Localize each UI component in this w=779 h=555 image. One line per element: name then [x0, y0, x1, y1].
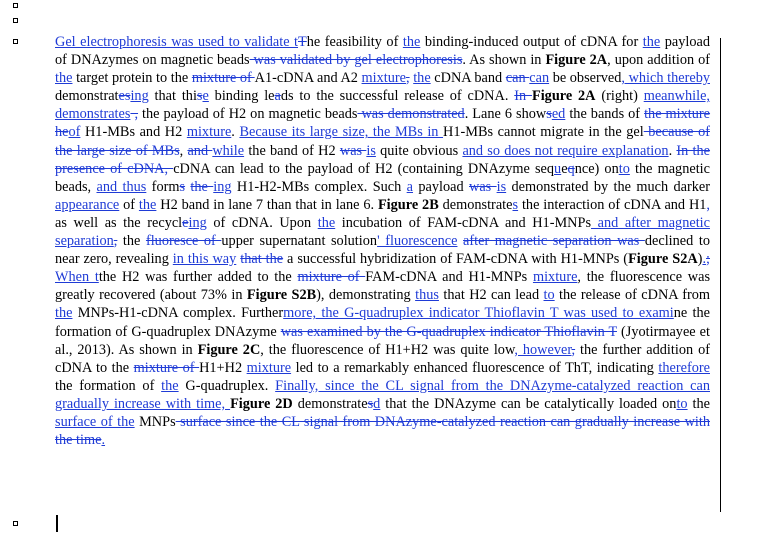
text-run: H1-H2-MBs complex. Such — [231, 178, 407, 195]
tracked-insertion: . — [101, 432, 106, 449]
tracked-deletion: surface since the CL signal from DNAzyme-catalyzed reaction can gradually increase with the time — [55, 413, 710, 449]
text-run: the interaction of cDNA and H1 — [518, 196, 707, 213]
text-run: A1-cDNA and A2 — [254, 70, 362, 87]
text-run: the formation of — [55, 377, 162, 394]
tracked-insertion: and so does not require explanation — [462, 142, 669, 159]
text-run: MNPs — [134, 413, 176, 430]
text-run: as well as the recycl — [55, 214, 183, 231]
tracked-deletion: the — [190, 178, 214, 195]
tracked-insertion: e — [202, 88, 209, 105]
tracked-insertion: the — [642, 34, 661, 50]
text-run: payload of DNAzymes on magnetic beads — [55, 34, 710, 69]
tracked-insertion: thus — [415, 287, 439, 304]
tracked-deletion: mixture of — [297, 269, 366, 286]
text-run: FAM-cDNA and H1-MNPs — [365, 269, 533, 286]
text-run: (Jyotirmayee et al., 2013). As shown in — [55, 323, 710, 358]
tracked-insertion: therefore — [658, 359, 710, 376]
tracked-insertion: can — [529, 70, 550, 87]
text-run: the — [117, 233, 146, 250]
tracked-insertion: , which thereby — [621, 70, 710, 87]
tracked-insertion: . — [702, 251, 707, 268]
tracked-insertion: Gel electrophoresis was used to validate t — [55, 34, 299, 50]
tracked-insertion: and after magnetic separation — [55, 214, 710, 250]
tracked-insertion: Because its large size, the MBs in — [239, 124, 444, 141]
text-run: a successful hybridization of FAM-cDNA with H1-MNPs ( — [283, 251, 629, 268]
tracked-deletion: a — [274, 88, 281, 105]
tracked-deletion: because of the large size of MBs — [55, 124, 710, 159]
tracked-insertion: ' fluorescence — [377, 233, 458, 250]
text-run: , — [179, 142, 188, 159]
tracked-deletion: was — [469, 178, 497, 195]
tracked-deletion: e — [182, 214, 189, 231]
tracked-deletion: after magnetic separation was — [463, 233, 645, 250]
text-run: (right) — [595, 88, 644, 105]
tracked-insertion: the — [55, 70, 73, 87]
text-run: demonstrate — [292, 395, 368, 412]
figure-reference: Figure S2B — [246, 287, 317, 304]
text-run: . Lane 6 show — [464, 106, 547, 123]
text-run: be observed — [549, 70, 622, 87]
tracked-insertion: meanwhile, demonstrates — [55, 88, 711, 123]
text-run: demonstrated by the much darker — [506, 178, 710, 195]
text-run: MNPs-H1-cDNA complex. Further — [72, 305, 284, 322]
tracked-insertion: is — [496, 178, 507, 195]
body-paragraph[interactable] — [55, 33, 710, 449]
figure-reference: Figure 2A — [545, 52, 608, 69]
tracked-deletion: s — [179, 178, 186, 195]
tracked-deletion: mixture of — [191, 70, 255, 87]
text-run: target protein to the — [72, 70, 192, 87]
text-run: of cDNA. Upon — [206, 214, 318, 231]
tracked-insertion: mixture — [246, 359, 292, 376]
text-run: the payload of H2 on magnetic beads — [138, 106, 358, 123]
tracked-deletion: , — [406, 70, 410, 87]
figure-reference: Figure 2D — [230, 395, 293, 412]
text-run: . — [668, 142, 677, 159]
tracked-insertion: and thus — [96, 178, 147, 195]
tracked-insertion: in this way — [172, 251, 237, 268]
tracked-insertion: is — [366, 142, 376, 159]
tracked-insertion: the — [55, 305, 73, 322]
tracked-insertion: d — [373, 395, 381, 412]
tracked-deletion: s — [367, 395, 374, 412]
tracked-insertion: ing — [130, 88, 149, 105]
text-run: the — [687, 395, 710, 412]
text-run: of — [119, 196, 139, 213]
text-run: that thi — [148, 88, 197, 105]
tracked-insertion: mixture — [361, 70, 407, 87]
figure-reference: Figure 2C — [197, 341, 261, 358]
paragraph-mark — [13, 18, 18, 23]
tracked-deletion: that the — [240, 251, 284, 268]
change-bar — [720, 38, 721, 512]
tracked-deletion: was examined by the G-quadruplex indicator Thioflavin T — [280, 323, 617, 340]
text-run: that the DNAzyme can be catalytically loaded on — [380, 395, 677, 412]
text-run: that H2 can lead — [438, 287, 544, 304]
tracked-insertion: while — [212, 142, 245, 159]
text-run: form — [146, 178, 180, 195]
tracked-insertion: Finally, since the CL signal from the DNAzyme-catalyzed reaction can gradually increase with time, — [55, 377, 710, 412]
tracked-insertion: the — [161, 377, 179, 394]
text-run: the release of cDNA from — [554, 287, 711, 304]
text-run: declined to near zero, revealing — [55, 233, 710, 268]
text-run: , the fluorescence was greatly recovered (about 73% in — [55, 269, 711, 304]
text-run: the band of H2 — [244, 142, 340, 159]
tracked-insertion: , — [706, 196, 710, 213]
tracked-insertion: u — [554, 160, 562, 177]
tracked-insertion: surface of the — [55, 413, 135, 430]
tracked-insertion: mixture — [532, 269, 578, 286]
tracked-deletion: the mixture — [644, 106, 711, 123]
text-run: H1-MBs and H2 — [80, 124, 187, 141]
tracked-insertion: more, the G-quadruplex indicator Thioflavin T was used to exami — [283, 305, 674, 322]
text-run: ) — [697, 251, 703, 268]
text-run: led to a remarkably enhanced fluorescence of ThT, indicating — [291, 359, 659, 376]
paragraph-mark — [13, 39, 18, 44]
tracked-deletion: ; — [706, 251, 710, 268]
text-run: , the fluorescence of H1+H2 was quite low — [260, 341, 515, 358]
figure-reference: Figure 2B — [377, 196, 439, 213]
text-run: the bands of — [565, 106, 645, 123]
tracked-insertion: to — [676, 395, 688, 412]
figure-reference: Figure 2A — [531, 88, 596, 105]
tracked-insertion: of — [68, 124, 81, 141]
text-run: binding le — [208, 88, 275, 105]
tracked-insertion: the — [413, 70, 431, 87]
tracked-insertion: a — [406, 178, 414, 195]
tracked-insertion: mixture — [186, 124, 232, 141]
text-run: he feasibility of — [306, 34, 403, 50]
text-run: e — [561, 160, 568, 177]
text-run: demonstrat — [55, 88, 119, 105]
tracked-deletion: T — [298, 34, 307, 50]
text-run: quite obvious — [375, 142, 463, 159]
figure-reference: Figure S2A — [628, 251, 698, 268]
text-run: H1-MBs cannot migrate in the gel — [443, 124, 644, 141]
text-run: ds to the successful release of cDNA. — [280, 88, 515, 105]
text-run: binding-induced output of cDNA for — [420, 34, 643, 50]
tracked-deletion: can — [505, 70, 530, 87]
tracked-insertion: the — [138, 196, 157, 213]
tracked-deletion: was — [339, 142, 367, 159]
tracked-deletion: mixture of — [133, 359, 200, 376]
text-run: cDNA can lead to the payload of H2 (containing DNAzyme seq — [173, 160, 555, 177]
text-run: ne the formation of G-quadruplex DNAzyme — [55, 305, 710, 340]
tracked-insertion: ing — [188, 214, 207, 231]
text-run: incubation of FAM-cDNA and H1-MNPs — [335, 214, 592, 231]
text-run: G-quadruplex. — [178, 377, 276, 394]
text-run: the further addition of cDNA to the — [55, 341, 710, 376]
tracked-insertion: When t — [55, 269, 99, 286]
text-run: H1+H2 — [199, 359, 247, 376]
tracked-deletion: he — [55, 124, 69, 141]
text-run: . — [231, 124, 240, 141]
tracked-insertion: to — [543, 287, 555, 304]
tracked-deletion: q — [567, 160, 575, 177]
tracked-deletion: fluoresce of — [145, 233, 222, 250]
tracked-insertion: the — [317, 214, 336, 231]
tracked-deletion: was validated by gel electrophoresis — [249, 52, 463, 69]
tracked-insertion: ing — [213, 178, 232, 195]
text-run: . As shown in — [462, 52, 546, 69]
tracked-deletion: s — [196, 88, 203, 105]
tracked-deletion: and — [187, 142, 213, 159]
tracked-deletion: was demonstrated — [357, 106, 465, 123]
text-run: upper supernatant solution — [221, 233, 378, 250]
tracked-deletion: In — [514, 88, 532, 105]
tracked-deletion: In the presence of cDNA, — [55, 142, 711, 177]
paragraph-mark — [13, 3, 18, 8]
tracked-deletion: , — [113, 233, 118, 250]
tracked-deletion: s — [546, 106, 552, 123]
text-run: the H2 was further added to the — [98, 269, 298, 286]
tracked-insertion: to — [618, 160, 630, 177]
tracked-insertion: ed — [551, 106, 566, 123]
text-run: nce) on — [574, 160, 619, 177]
text-run: demonstrate — [438, 196, 513, 213]
tracked-insertion: s — [512, 196, 519, 213]
text-run: ), demonstrating — [316, 287, 416, 304]
text-run: payload — [413, 178, 469, 195]
text-cursor — [56, 515, 58, 532]
text-run: H2 band in lane 7 than that in lane 6. — [156, 196, 378, 213]
tracked-insertion: appearance — [55, 196, 120, 213]
tracked-deletion: , — [130, 106, 139, 123]
tracked-deletion: es — [118, 88, 131, 105]
text-run: the magnetic beads, — [55, 160, 710, 195]
text-run: cDNA band — [430, 70, 506, 87]
tracked-insertion: , however — [514, 341, 572, 358]
paragraph-mark — [13, 521, 18, 526]
tracked-deletion: , — [571, 341, 576, 358]
tracked-insertion: the — [402, 34, 421, 50]
text-run: , upon addition of — [607, 52, 711, 69]
